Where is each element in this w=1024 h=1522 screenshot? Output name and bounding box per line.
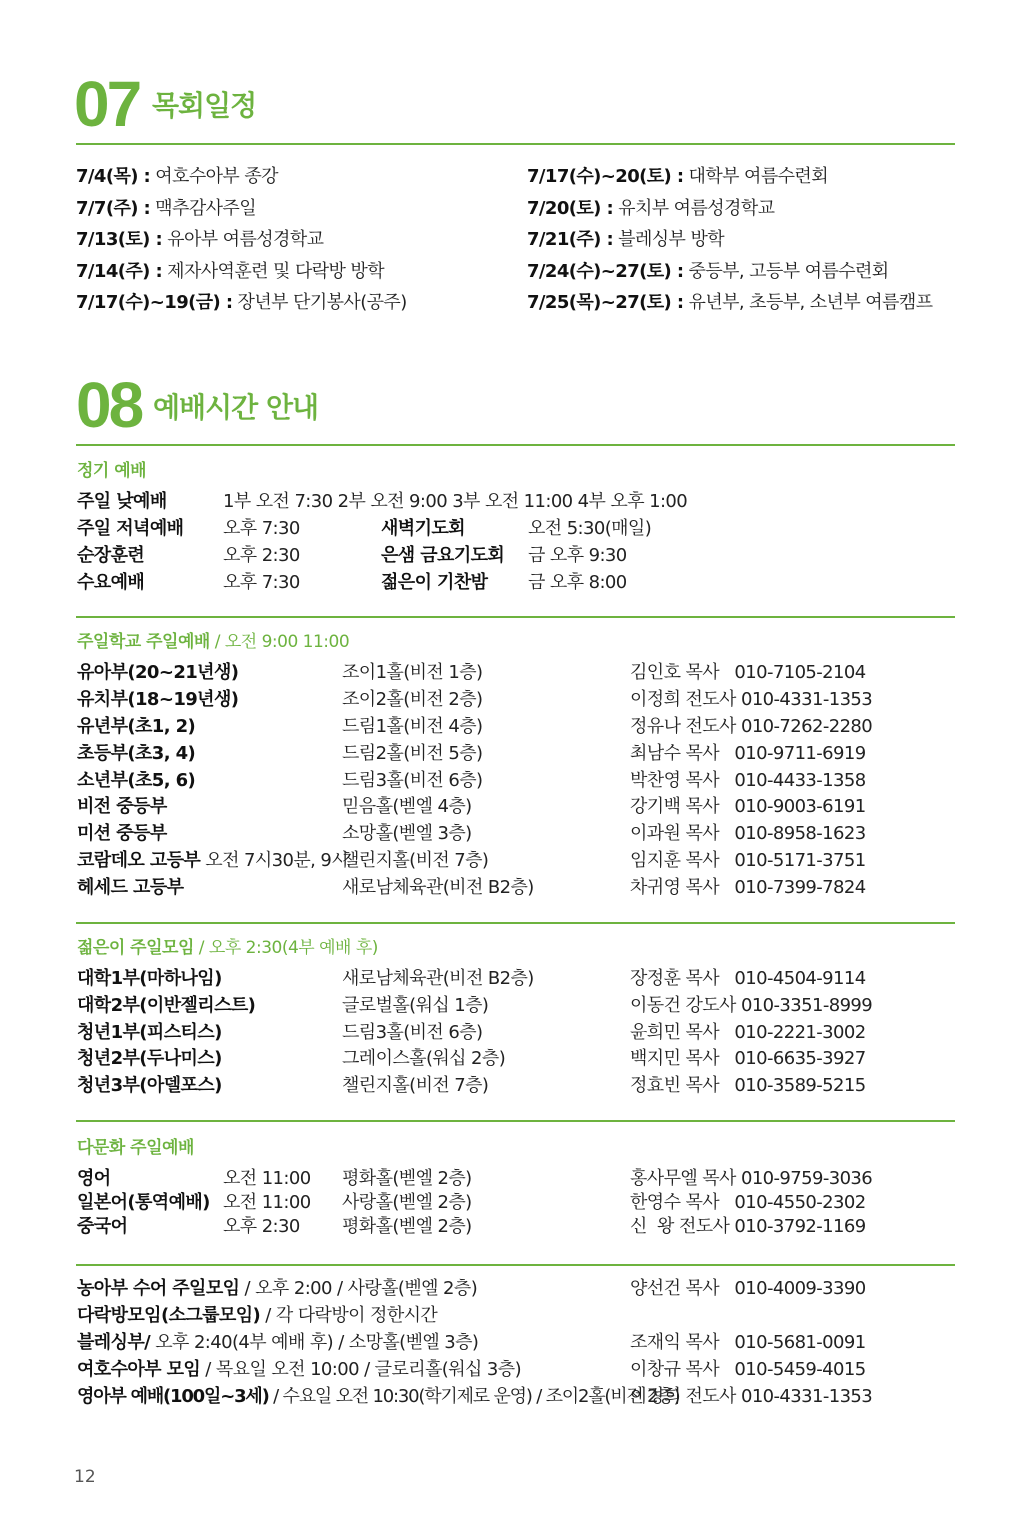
contact-cell: 양선건 목사 010-4009-3390 (630, 1278, 866, 1299)
table-row: 영어 (77, 1168, 111, 1189)
worship-name: 주일 저녁예배 (77, 518, 184, 539)
sunday-school-heading: 주일학교 주일예배 / 오전 9:00 11:00 (77, 632, 350, 652)
young-adults-heading: 젊은이 주일모임 / 오후 2:30(4부 예배 후) (77, 938, 378, 958)
schedule-item: 7/21(주) : 블레싱부 방학 (527, 229, 725, 251)
place-cell: 글로벌홀(워십 1층) (342, 995, 489, 1016)
table-row: 유아부(20~21년생) (77, 662, 239, 683)
worship-time: 오후 7:30 (223, 572, 300, 593)
table-row: 비전 중등부 (77, 796, 167, 817)
place-cell: 조이2홀(비전 2층) (342, 689, 483, 710)
page-number: 12 (74, 1467, 96, 1487)
table-row: 소년부(초5, 6) (77, 770, 196, 791)
contact-cell: 조재익 목사 010-5681-0091 (630, 1332, 866, 1353)
section-08-number: 08 (76, 369, 142, 441)
divider (76, 1120, 955, 1122)
place-cell: 평화홀(벧엘 2층) (342, 1216, 472, 1237)
worship-name: 은샘 금요기도회 (381, 545, 505, 566)
schedule-item: 7/14(주) : 제자사역훈련 및 다락방 방학 (76, 260, 385, 282)
time-cell: 오후 2:30 (223, 1216, 300, 1237)
table-row: 일본어(통역예배) (77, 1192, 210, 1213)
contact-cell: 이동건 강도사 010-3351-8999 (630, 995, 873, 1016)
worship-time: 오후 2:30 (223, 545, 300, 566)
contact-cell: 차귀영 목사 010-7399-7824 (630, 877, 866, 898)
worship-time: 금 오후 9:30 (528, 545, 627, 566)
worship-name: 젊은이 기찬밤 (381, 572, 488, 593)
table-row: 청년3부(아델포스) (77, 1075, 222, 1096)
divider (76, 616, 955, 618)
worship-name: 수요예배 (77, 572, 145, 593)
contact-cell: 임지훈 목사 010-5171-3751 (630, 850, 866, 871)
table-row: 헤세드 고등부 (77, 877, 184, 898)
worship-name: 순장훈련 (77, 545, 145, 566)
schedule-item: 7/7(주) : 맥추감사주일 (76, 197, 256, 219)
place-cell: 사랑홀(벧엘 2층) (342, 1192, 472, 1213)
other-meeting: 영아부 예배(100일~3세) / 수요일 오전 10:30(학기제로 운영) / 조이2홀(비전 2층) (77, 1386, 680, 1407)
place-cell: 소망홀(벧엘 3층) (342, 823, 472, 844)
table-row: 청년2부(두나미스) (77, 1048, 222, 1069)
schedule-item: 7/24(수)~27(토) : 중등부, 고등부 여름수련회 (527, 260, 889, 282)
contact-cell: 이정희 전도사 010-4331-1353 (630, 1386, 873, 1407)
contact-cell: 홍사무엘 목사 010-9759-3036 (630, 1168, 873, 1189)
schedule-item: 7/4(목) : 여호수아부 종강 (76, 166, 278, 187)
schedule-item: 7/25(목)~27(토) : 유년부, 초등부, 소년부 여름캠프 (527, 292, 933, 314)
divider (76, 1264, 955, 1266)
contact-cell: 신 왕 전도사 010-3792-1169 (630, 1216, 866, 1237)
table-row: 유년부(초1, 2) (77, 716, 196, 737)
contact-cell: 이과원 목사 010-8958-1623 (630, 823, 866, 844)
contact-cell: 한영수 목사 010-4550-2302 (630, 1192, 866, 1213)
place-cell: 새로남체육관(비전 B2층) (342, 877, 534, 898)
section-07-number: 07 (74, 68, 140, 140)
other-meeting: 다락방모임(소그룹모임) / 각 다락방이 정한시간 (77, 1305, 438, 1326)
schedule-item: 7/17(수)~20(토) : 대학부 여름수련회 (527, 166, 828, 187)
contact-cell: 정효빈 목사 010-3589-5215 (630, 1075, 866, 1096)
contact-cell: 이정희 전도사 010-4331-1353 (630, 689, 873, 710)
section-08-divider (76, 444, 955, 446)
multicultural-heading: 다문화 주일예배 (77, 1138, 194, 1158)
place-cell: 드림3홀(비전 6층) (342, 770, 483, 791)
contact-cell: 이창규 목사 010-5459-4015 (630, 1359, 866, 1380)
table-row: 청년1부(피스티스) (77, 1022, 222, 1043)
table-row: 대학2부(이반젤리스트) (77, 995, 256, 1016)
regular-worship-heading: 정기 예배 (77, 461, 147, 481)
section-08-title: 예배시간 안내 (153, 391, 319, 424)
place-cell: 평화홀(벧엘 2층) (342, 1168, 472, 1189)
place-cell: 드림3홀(비전 6층) (342, 1022, 483, 1043)
time-cell: 오전 11:00 (223, 1192, 311, 1213)
schedule-item: 7/20(토) : 유치부 여름성경학교 (527, 197, 775, 219)
place-cell: 조이1홀(비전 1층) (342, 662, 483, 683)
place-cell: 믿음홀(벧엘 4층) (342, 796, 472, 817)
section-07-title: 목회일정 (152, 89, 257, 122)
table-row: 중국어 (77, 1216, 128, 1237)
place-cell: 드림1홀(비전 4층) (342, 716, 483, 737)
contact-cell: 강기백 목사 010-9003-6191 (630, 796, 866, 817)
table-row: 유치부(18~19년생) (77, 689, 239, 710)
contact-cell: 최남수 목사 010-9711-6919 (630, 743, 866, 764)
worship-name: 주일 낮예배 (77, 491, 167, 512)
other-meeting: 블레싱부/ 오후 2:40(4부 예배 후) / 소망홀(벧엘 3층) (77, 1332, 479, 1353)
other-meeting: 농아부 수어 주일모임 / 오후 2:00 / 사랑홀(벧엘 2층) (77, 1278, 478, 1299)
contact-cell: 김인호 목사 010-7105-2104 (630, 662, 866, 683)
schedule-item: 7/13(토) : 유아부 여름성경학교 (76, 229, 324, 251)
place-cell: 새로남체육관(비전 B2층) (342, 968, 534, 989)
place-cell: 챌린지홀(비전 7층) (342, 1075, 489, 1096)
worship-times: 1부 오전 7:30 2부 오전 9:00 3부 오전 11:00 4부 오후 1:00 (223, 491, 688, 512)
worship-time: 오전 5:30(매일) (528, 518, 652, 539)
table-row: 초등부(초3, 4) (77, 743, 196, 764)
schedule-left-column (76, 161, 407, 319)
worship-time: 금 오후 8:00 (528, 572, 627, 593)
place-cell: 드림2홀(비전 5층) (342, 743, 483, 764)
schedule-right-column (527, 161, 932, 319)
contact-cell: 윤희민 목사 010-2221-3002 (630, 1022, 866, 1043)
contact-cell: 박찬영 목사 010-4433-1358 (630, 770, 866, 791)
place-cell: 그레이스홀(워십 2층) (342, 1048, 506, 1069)
contact-cell: 장정훈 목사 010-4504-9114 (630, 968, 866, 989)
other-meeting: 여호수아부 모임 / 목요일 오전 10:00 / 글로리홀(워십 3층) (77, 1359, 521, 1380)
time-cell: 오전 11:00 (223, 1168, 311, 1189)
contact-cell: 정유나 전도사 010-7262-2280 (630, 716, 873, 737)
contact-cell: 백지민 목사 010-6635-3927 (630, 1048, 866, 1069)
divider (76, 922, 955, 924)
worship-name: 새벽기도회 (381, 518, 465, 539)
table-row: 대학1부(마하나임) (77, 968, 222, 989)
schedule-item: 7/17(수)~19(금) : 장년부 단기봉사(공주) (76, 292, 407, 314)
worship-time: 오후 7:30 (223, 518, 300, 539)
place-cell: 챌린지홀(비전 7층) (342, 850, 489, 871)
section-07-divider (76, 143, 955, 145)
table-row: 코람데오 고등부 오전 7시30분, 9시 (77, 850, 349, 871)
table-row: 미션 중등부 (77, 823, 167, 844)
